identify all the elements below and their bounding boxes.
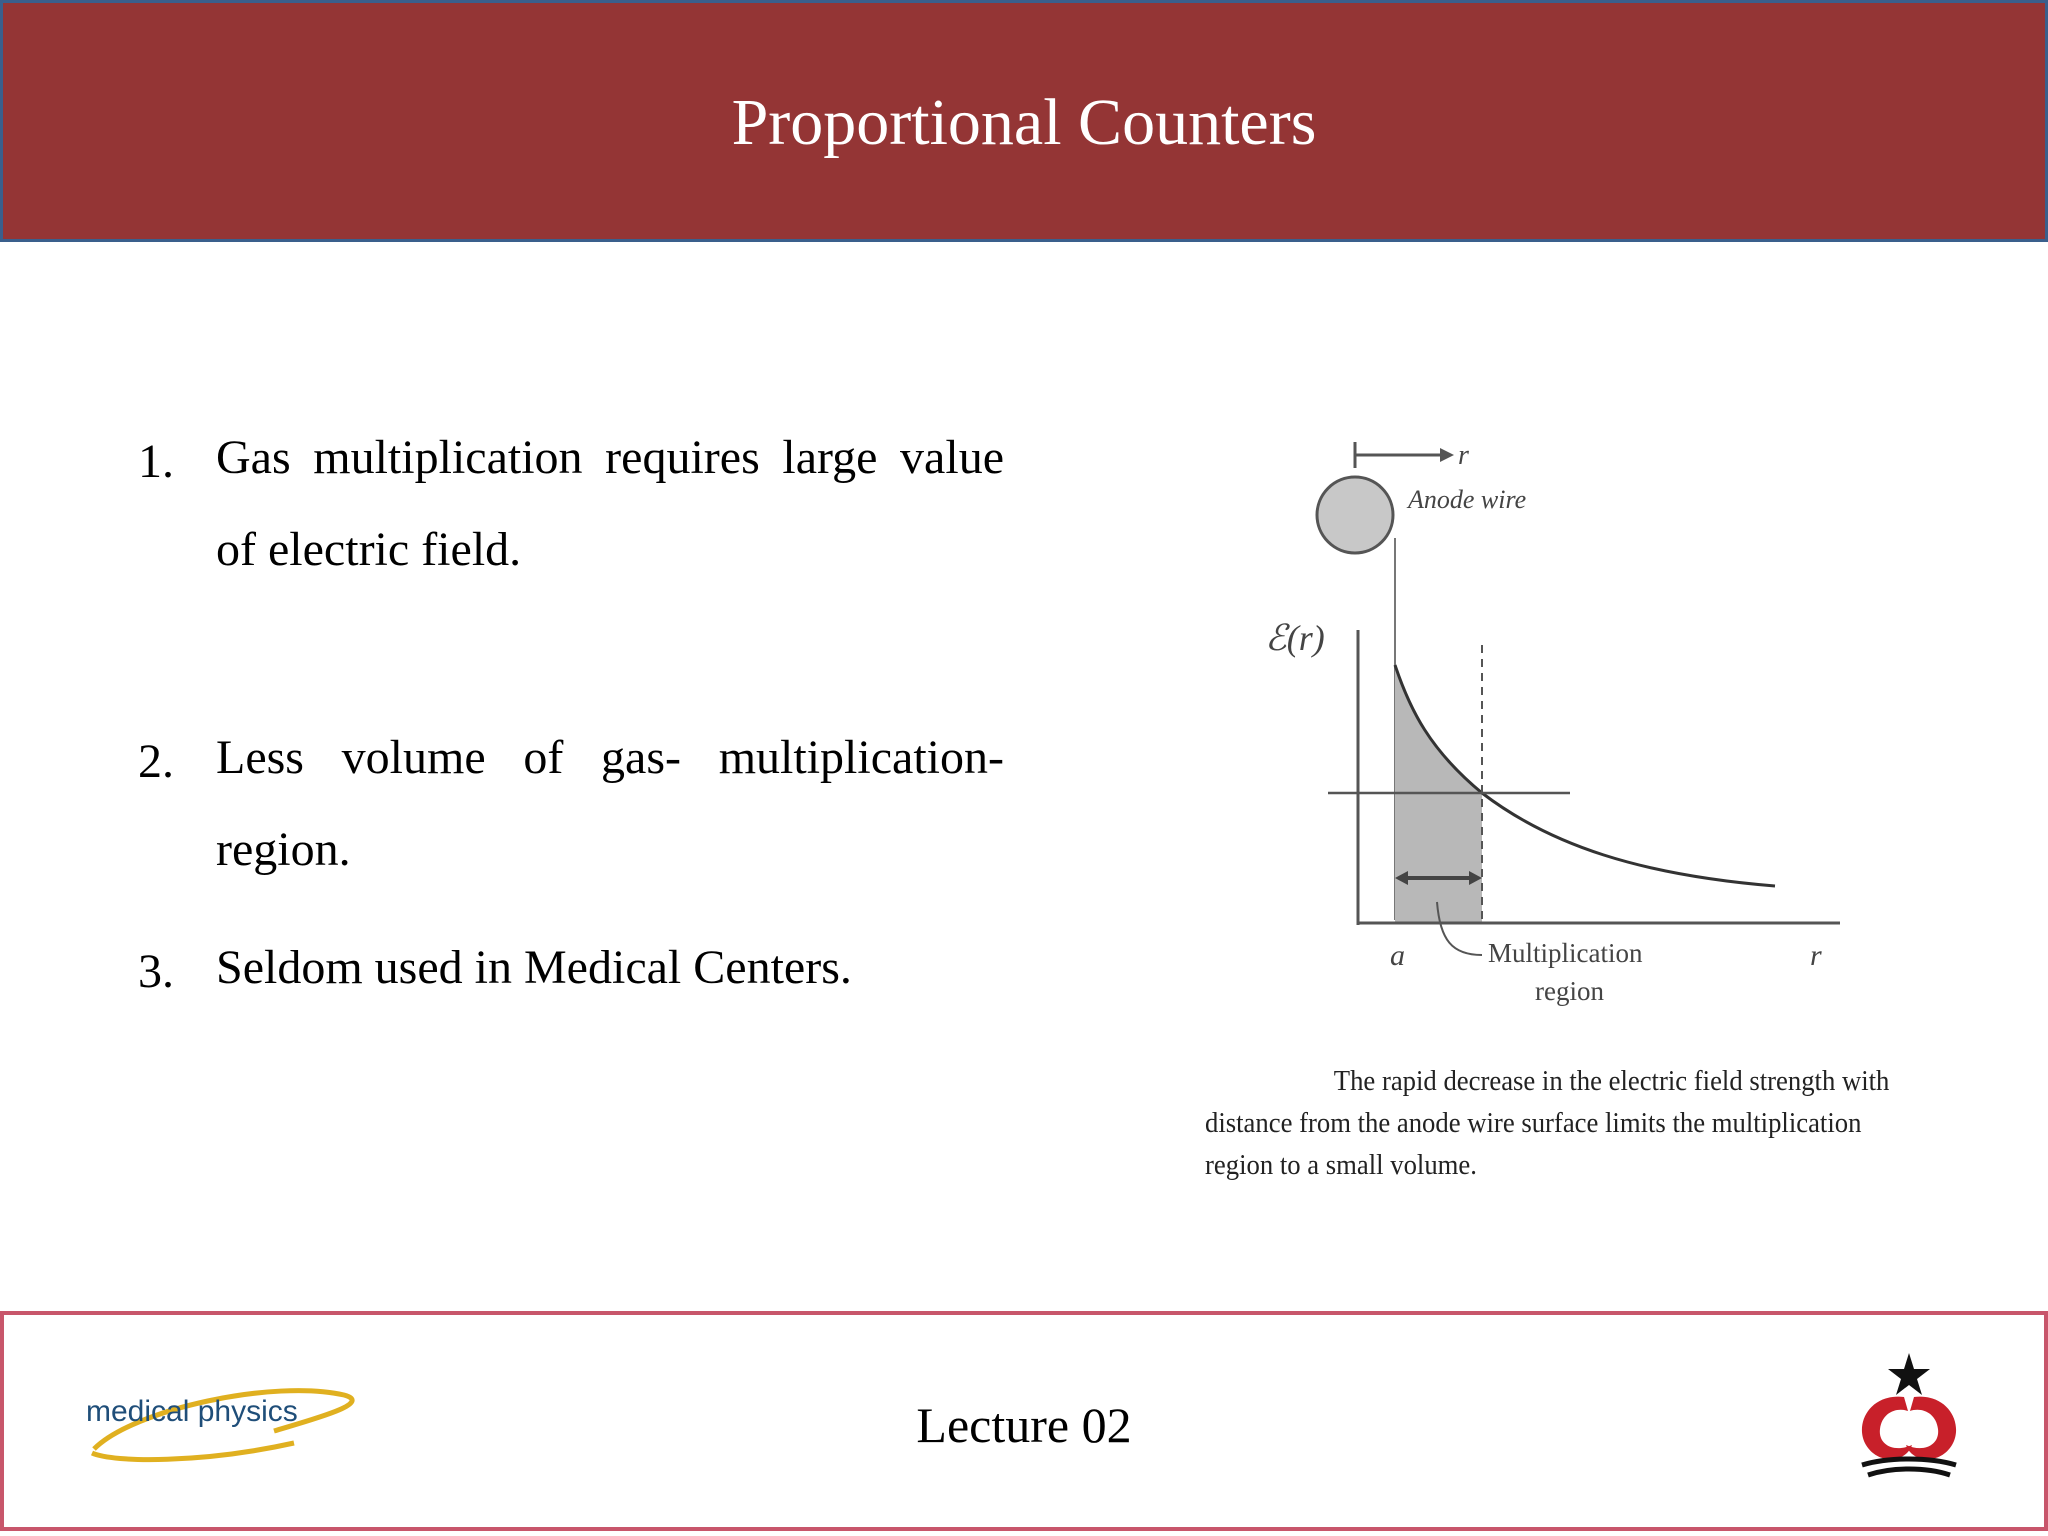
label-a: a	[1390, 939, 1405, 972]
crest-icon	[1834, 1345, 1984, 1495]
crest-stripe-2	[1868, 1469, 1950, 1475]
lecture-label: Lecture 02	[916, 1397, 1132, 1453]
institution-crest-icon	[1834, 1345, 1984, 1495]
footer-bar	[0, 1311, 2048, 1531]
label-anode-wire: Anode wire	[1408, 485, 1527, 514]
field-diagram	[1190, 420, 1970, 1060]
crest-right-arc	[1906, 1397, 1956, 1460]
figure-caption	[1205, 1060, 1904, 1186]
label-r-axis: r	[1810, 939, 1822, 972]
label-r-top: r	[1458, 440, 1469, 471]
crest-left-arc	[1862, 1397, 1912, 1460]
anode-wire-circle	[1317, 477, 1393, 553]
list-item-text: Less volume of gas- multiplication- region.	[216, 731, 1004, 876]
title-bar	[0, 0, 2048, 242]
label-region-line1: Multiplication	[1488, 938, 1643, 968]
slide-title: Proportional Counters	[731, 86, 1317, 159]
crest-stripe-1	[1862, 1459, 1956, 1465]
figure-caption-text: The rapid decrease in the electric field strength with distance from the anode wire surface limits the multiplication region to a small volume.	[1205, 1065, 1890, 1181]
logo-text: medical physics	[86, 1395, 298, 1428]
list-item-number: 2.	[138, 735, 174, 788]
r-arrow-head	[1440, 448, 1454, 462]
list-item-number: 1.	[138, 435, 174, 488]
label-efield: ℰ(r)	[1265, 618, 1325, 658]
crest-star	[1888, 1353, 1930, 1395]
list-item-text: Gas multiplication requires large value of electric field.	[216, 431, 1004, 576]
list-item-number: 3.	[138, 945, 174, 998]
list-item-text: Seldom used in Medical Centers.	[216, 941, 852, 994]
label-region-line2: region	[1535, 976, 1604, 1006]
